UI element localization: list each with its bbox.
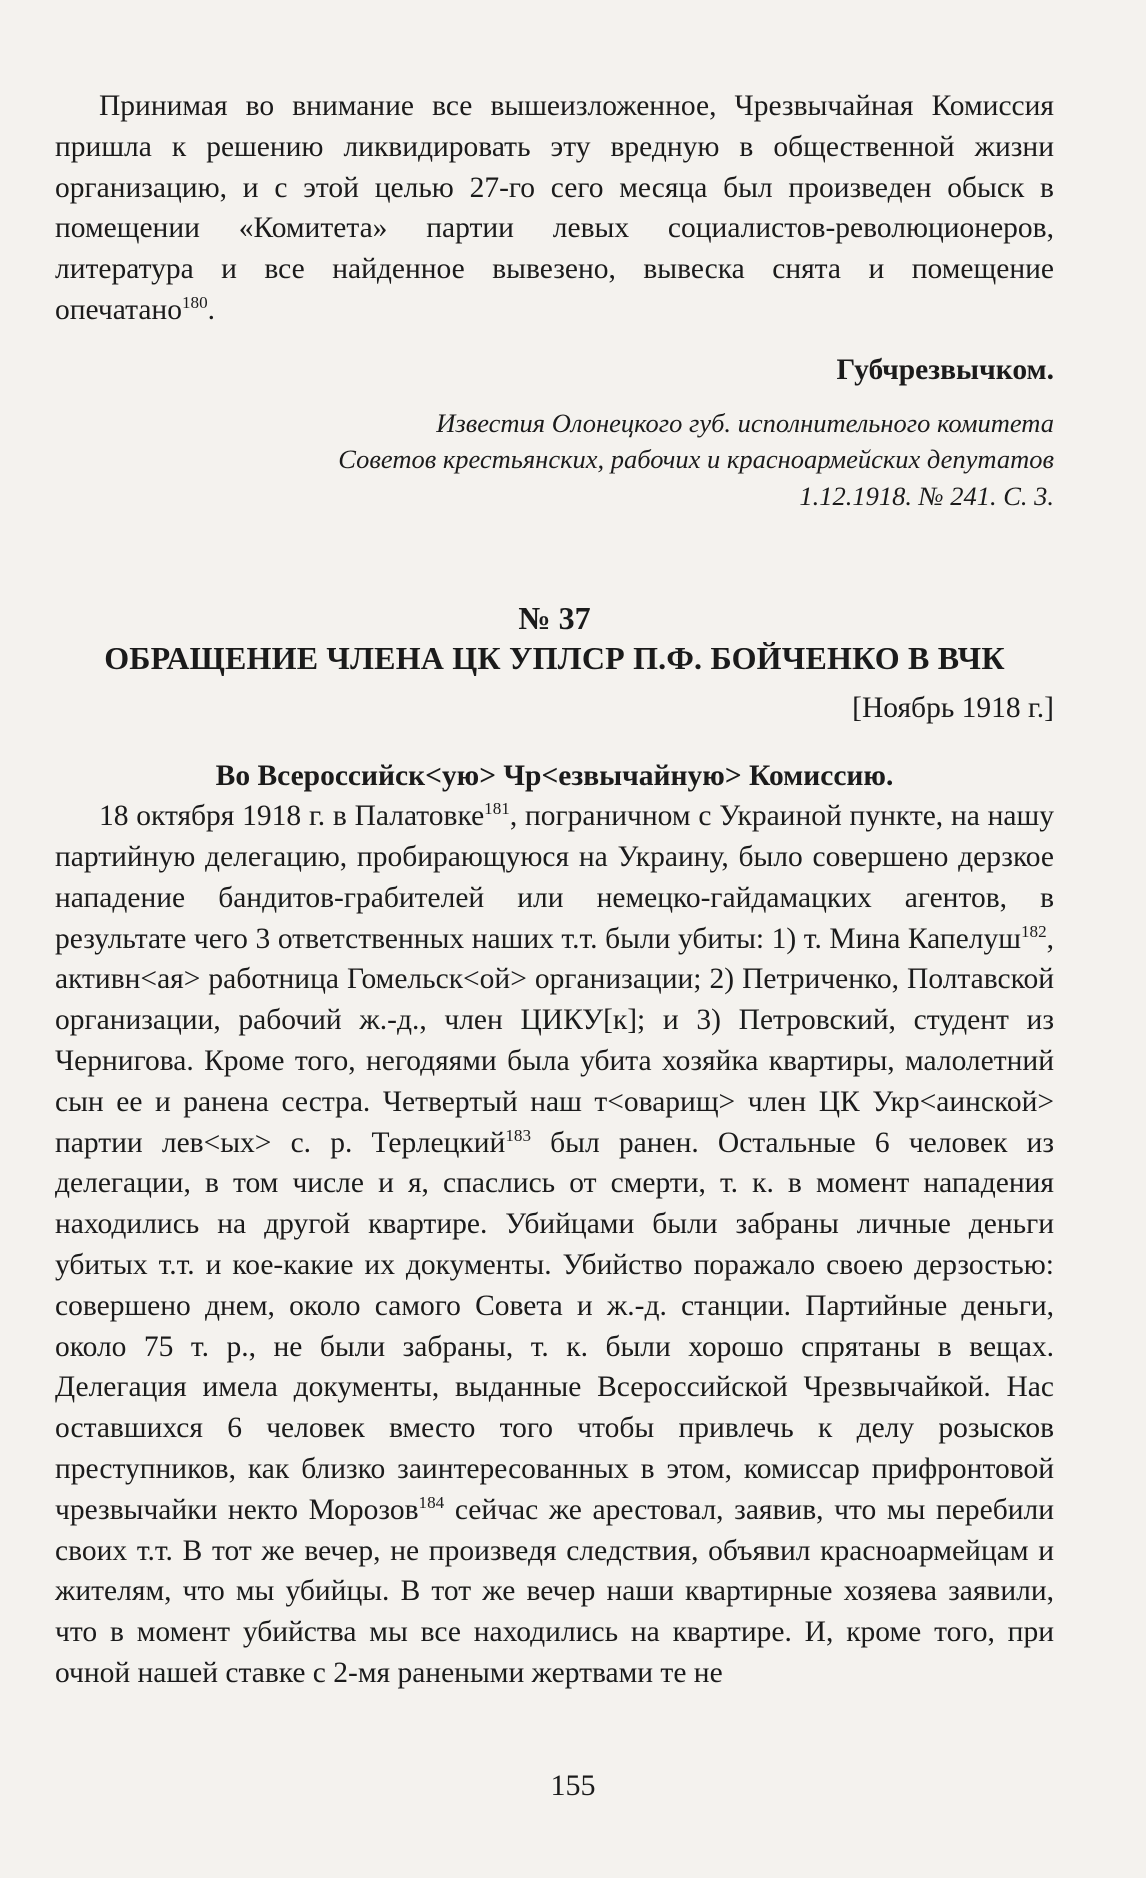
page-number: 155: [550, 1769, 596, 1802]
source-line-2: Советов крестьянских, рабочих и красноармейских депутатов: [338, 444, 1054, 475]
footnote-ref-180[interactable]: 180: [181, 293, 208, 313]
document-number: № 37: [518, 600, 591, 637]
footnote-ref-181[interactable]: 181: [484, 799, 510, 819]
body-text-4: был ранен. Остальные 6 человек из делегации, в том числе и я, спаслись от смерти, т. к. в момент нападения находились на другой квартире. Убийцами были забраны личные деньги убитых т.т. и кое-какие их документы. Убийство поражало своею дерзостью: совершено днем, около самого Совета и ж.-д. станции. Партийные деньги, около 75 т. р., не были забраны, т. к. были хорошо спрятаны в вещах. Делегация имела документы, выданные Всероссийской Чрезвычайкой. Нас оставшихся 6 человек вместо того чтобы привлечь к делу розысков преступников, как близко заинтересованных в этом, комиссар прифронтовой чрезвычайки некто Морозов: [55, 1126, 1054, 1526]
intro-end: .: [207, 293, 215, 326]
body-text-3: , активн<ая> работница Гомельск<ой> организации; 2) Петриченко, Полтавской организации, рабочий ж.-д., член ЦИКУ[к]; и 3) Петровский, студент из Чернигова. Кроме того, негодяями была убита хозяйка квартиры, малолетний сын ее и ранена сестра. Четвертый наш т<оварищ> член ЦК Укр<аинской> партии лев<ых> с. р. Терлецкий: [55, 922, 1054, 1159]
signature: Губчрезвычком.: [836, 353, 1054, 386]
document-date: [Ноябрь 1918 г.]: [852, 692, 1054, 725]
intro-paragraph: [55, 86, 1054, 331]
document-title: ОБРАЩЕНИЕ ЧЛЕНА ЦК УПЛСР П.Ф. БОЙЧЕНКО В ВЧК: [104, 640, 1005, 677]
document-addressee: Во Всероссийск<ую> Чр<езвычайную> Комиссию.: [215, 760, 894, 793]
source-line-1: Известия Олонецкого губ. исполнительного комитета: [436, 407, 1054, 438]
footnote-ref-183[interactable]: 183: [505, 1125, 532, 1145]
source-citation: [55, 405, 1054, 515]
footnote-ref-182[interactable]: 182: [1020, 921, 1047, 941]
body-text-2: , пограничном с Украиной пункте, на нашу партийную делегацию, пробирающуюся на Украину, было совершено дерзкое нападение бандитов-грабителей или немецко-гайдамацких агентов, в результате чего 3 ответственных наших т.т. были убиты: 1) т. Мина Капелуш: [55, 800, 1054, 955]
footnote-ref-184[interactable]: 184: [418, 1493, 445, 1512]
intro-text: Принимая во внимание все вышеизложенное, Чрезвычайная Комиссия пришла к решению ликвидировать эту вредную в общественной жизни организацию, и с этой целью 27-го сего месяца был произведен обыск в помещении «Комитета» партии левых социалистов-революционеров, литература и все найденное вывезено, вывеска снята и помещение опечатано: [55, 90, 1054, 326]
source-line-3: 1.12.1918. № 241. С. 3.: [799, 480, 1054, 511]
body-text-5: сейчас же арестовал, заявив, что мы перебили своих т.т. В тот же вечер, не произведя следствия, объявил красноармейцам и жителям, что мы убийцы. В тот же вечер наши квартирные хозяева заявили, что в момент убийства мы все находились на квартире. И, кроме того, при очной нашей ставке с 2-мя ранеными жертвами те не: [55, 1493, 1054, 1690]
body-paragraph: [55, 796, 1054, 1694]
body-text-1: 18 октября 1918 г. в Палатовке: [99, 800, 485, 833]
